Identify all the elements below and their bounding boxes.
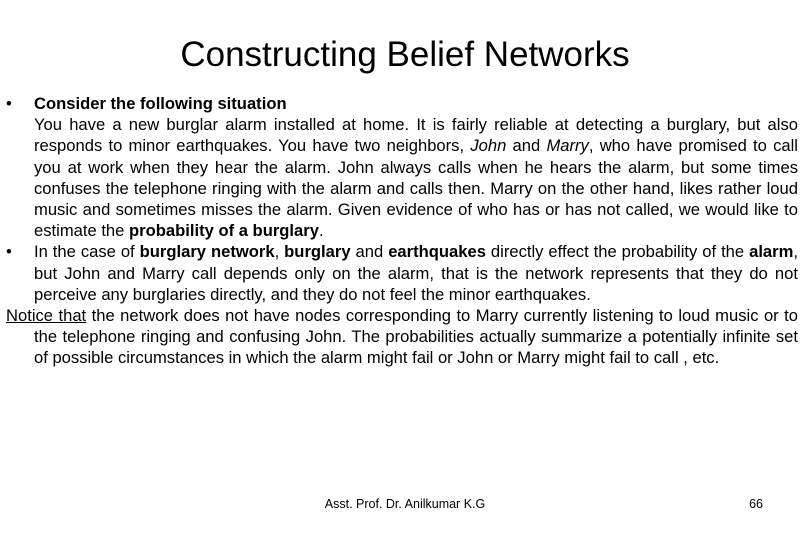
- bullet-1-body: [6, 114, 798, 241]
- notice-lead: Notice that: [6, 306, 87, 326]
- bullet-dot: •: [6, 94, 12, 113]
- text-run: and: [506, 136, 547, 156]
- page-number: 66: [749, 497, 763, 511]
- footer-author: Asst. Prof. Dr. Anilkumar K.G: [324, 497, 486, 511]
- bullet-1-heading-text: Consider the following situation: [34, 94, 287, 113]
- text-run: alarm: [749, 242, 794, 262]
- bullet-2-text: [34, 242, 798, 303]
- text-run: .: [318, 221, 324, 241]
- text-run: You have a new burglar alarm installed at home. It is fairly reliable at detecting a burglary, but also responds to minor earthquakes. You have two neighbors,: [34, 115, 798, 156]
- text-run: John: [470, 136, 507, 156]
- slide-content: [6, 93, 798, 369]
- text-run: ,: [274, 242, 285, 262]
- text-run: probability of a burglary: [129, 221, 319, 241]
- text-run: earthquakes: [388, 242, 486, 262]
- bullet-2-body: [6, 241, 798, 305]
- bullet-1-heading: [6, 93, 798, 114]
- bullet-dot: •: [6, 242, 12, 262]
- text-run: directly effect the probability of the: [485, 242, 750, 262]
- text-run: burglary network: [139, 242, 275, 262]
- text-run: burglary: [284, 242, 351, 262]
- slide-title: Constructing Belief Networks: [180, 35, 630, 74]
- text-run: , but John and Marry call depends only on the alarm, that is the network represents that they do not perceive any burglaries directly, and they do not feel the minor earthquakes.: [34, 242, 798, 304]
- text-run: In the case of: [34, 242, 140, 262]
- text-run: and: [350, 242, 389, 262]
- text-run: , who have promised to call you at work when they hear the alarm. John always calls when he hears the alarm, but some times confuses the telephone ringing with the alarm and calls then. Marry on the other hand, likes rather loud music and sometimes misses the alarm. Given evidence of who has or has not called, we would like to estimate the: [34, 136, 798, 241]
- notice-paragraph: [6, 305, 798, 369]
- text-run: Marry: [546, 136, 589, 156]
- notice-text: the network does not have nodes corresponding to Marry currently listening to loud music or to the telephone ringing and confusing John. The probabilities actually summarize a potentially infinite set of possible circumstances in which the alarm might fail or John or Marry might fail to call , etc.: [34, 306, 799, 368]
